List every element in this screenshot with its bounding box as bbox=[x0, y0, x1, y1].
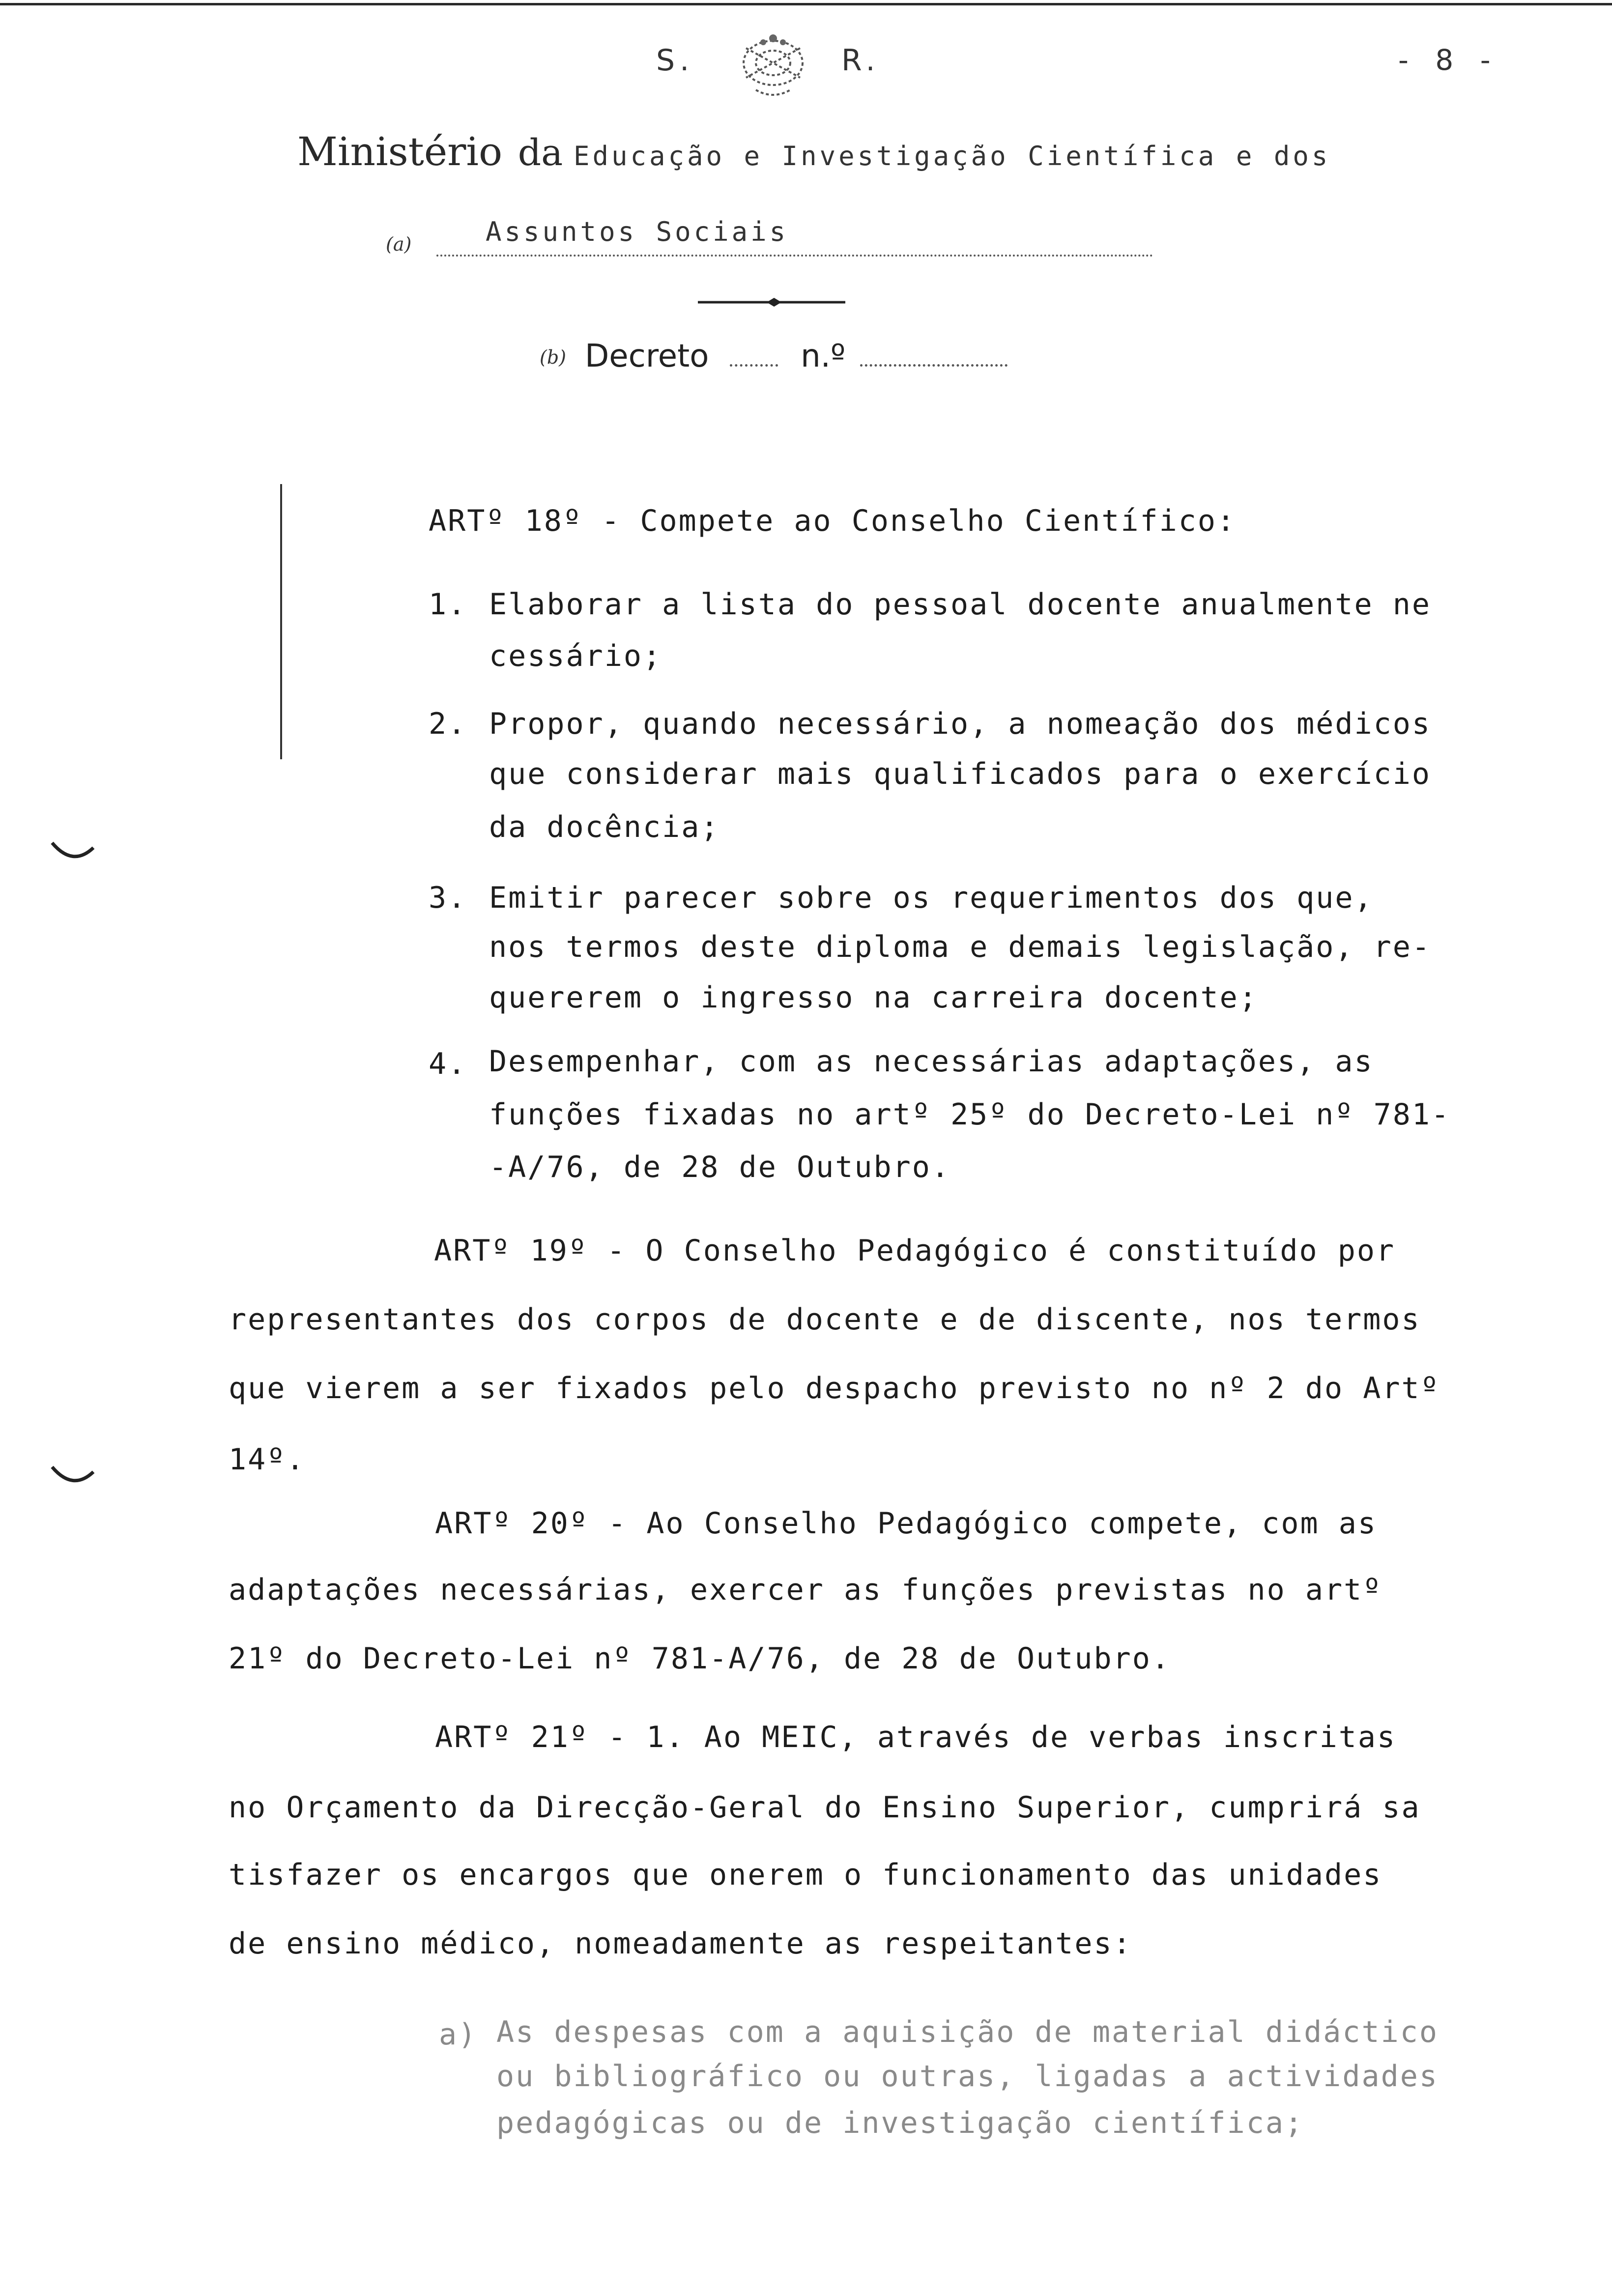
ministry-line-2-field bbox=[436, 216, 1153, 257]
punch-hole-mark-lower bbox=[48, 1462, 97, 1492]
page-number: - 8 - bbox=[1398, 43, 1499, 77]
article-18-item-2-line-1: Propor, quando necessário, a nomeação dos médicos bbox=[489, 707, 1432, 741]
decree-blank-1 bbox=[730, 359, 778, 367]
article-19-line-1: ARTº 19º - O Conselho Pedagógico é constituído por bbox=[434, 1234, 1396, 1268]
article-19-line-3: que vierem a ser fixados pelo despacho previsto no nº 2 do Artº bbox=[229, 1371, 1440, 1406]
article-21-item-a-line-2: ou bibliográfico ou outras, ligadas a actividades bbox=[496, 2059, 1439, 2094]
punch-hole-mark-upper bbox=[48, 838, 97, 867]
header-right-letter: R. bbox=[841, 43, 880, 78]
article-20-line-2: adaptações necessárias, exercer as funções previstas no artº bbox=[229, 1573, 1382, 1607]
article-18-heading: ARTº 18º - Compete ao Conselho Científico: bbox=[429, 504, 1237, 538]
top-border-line bbox=[0, 3, 1612, 5]
decree-number-blank bbox=[860, 359, 1008, 367]
decree-number-label: n.º bbox=[801, 338, 846, 374]
margin-vertical-mark bbox=[280, 484, 282, 759]
article-21-line-3: tisfazer os encargos que onerem o funcionamento das unidades bbox=[229, 1858, 1382, 1892]
article-18-item-3-line-3: quererem o ingresso na carreira docente; bbox=[489, 980, 1258, 1015]
ministry-word-da: da bbox=[518, 132, 563, 174]
article-18-item-2-line-2: que considerar mais qualificados para o exercício bbox=[489, 757, 1432, 791]
ministry-line-1-rest: Educação e Investigação Científica e dos bbox=[573, 141, 1331, 172]
article-21-item-a-line-3: pedagógicas ou de investigação científica; bbox=[496, 2106, 1304, 2140]
decree-word: Decreto bbox=[585, 338, 709, 374]
field-label-b: (b) bbox=[540, 346, 566, 368]
article-21-line-4: de ensino médico, nomeadamente as respeitantes: bbox=[229, 1926, 1132, 1961]
article-21-item-a-num: a) bbox=[439, 2017, 478, 2052]
article-18-item-1-line-1: Elaborar a lista do pessoal docente anualmente ne bbox=[489, 587, 1432, 622]
decorative-divider bbox=[698, 295, 845, 310]
article-18-item-2-line-3: da docência; bbox=[489, 810, 720, 844]
article-20-line-3: 21º do Decreto-Lei nº 781-A/76, de 28 de Outubro. bbox=[229, 1641, 1171, 1676]
ministry-line-1 bbox=[297, 129, 1330, 174]
article-19-line-2: representantes dos corpos de docente e de discente, nos termos bbox=[229, 1302, 1421, 1337]
article-21-item-a-line-1: As despesas com a aquisição de material didáctico bbox=[496, 2015, 1439, 2049]
field-label-a: (a) bbox=[386, 233, 412, 255]
ministry-line-2: Assuntos Sociais bbox=[486, 216, 789, 247]
article-18-item-2-num: 2. bbox=[429, 707, 467, 741]
article-18-item-4-line-3: -A/76, de 28 de Outubro. bbox=[489, 1150, 950, 1184]
ministry-word-ministerio: Ministério bbox=[297, 129, 503, 174]
article-18-item-4-line-1: Desempenhar, com as necessárias adaptações, as bbox=[489, 1044, 1374, 1079]
article-18-item-3-num: 3. bbox=[429, 881, 467, 915]
article-18-item-1-num: 1. bbox=[429, 587, 467, 622]
article-19-line-4: 14º. bbox=[229, 1442, 306, 1477]
article-18-item-3-line-2: nos termos deste diploma e demais legislação, re- bbox=[489, 930, 1432, 964]
decree-line bbox=[585, 338, 1008, 374]
article-21-line-1: ARTº 21º - 1. Ao MEIC, através de verbas inscritas bbox=[435, 1720, 1397, 1754]
article-18-item-4-num: 4. bbox=[429, 1047, 467, 1081]
coat-of-arms-emblem bbox=[726, 29, 820, 102]
article-20-line-1: ARTº 20º - Ao Conselho Pedagógico compete, com as bbox=[435, 1506, 1378, 1541]
article-18-item-3-line-1: Emitir parecer sobre os requerimentos dos que, bbox=[489, 881, 1374, 915]
header-left-letter: S. bbox=[656, 43, 694, 78]
article-18-item-1-line-2: cessário; bbox=[489, 639, 662, 673]
article-21-line-2: no Orçamento da Direcção-Geral do Ensino Superior, cumprirá sa bbox=[229, 1790, 1421, 1825]
article-18-item-4-line-2: funções fixadas no artº 25º do Decreto-Lei nº 781- bbox=[489, 1097, 1451, 1132]
